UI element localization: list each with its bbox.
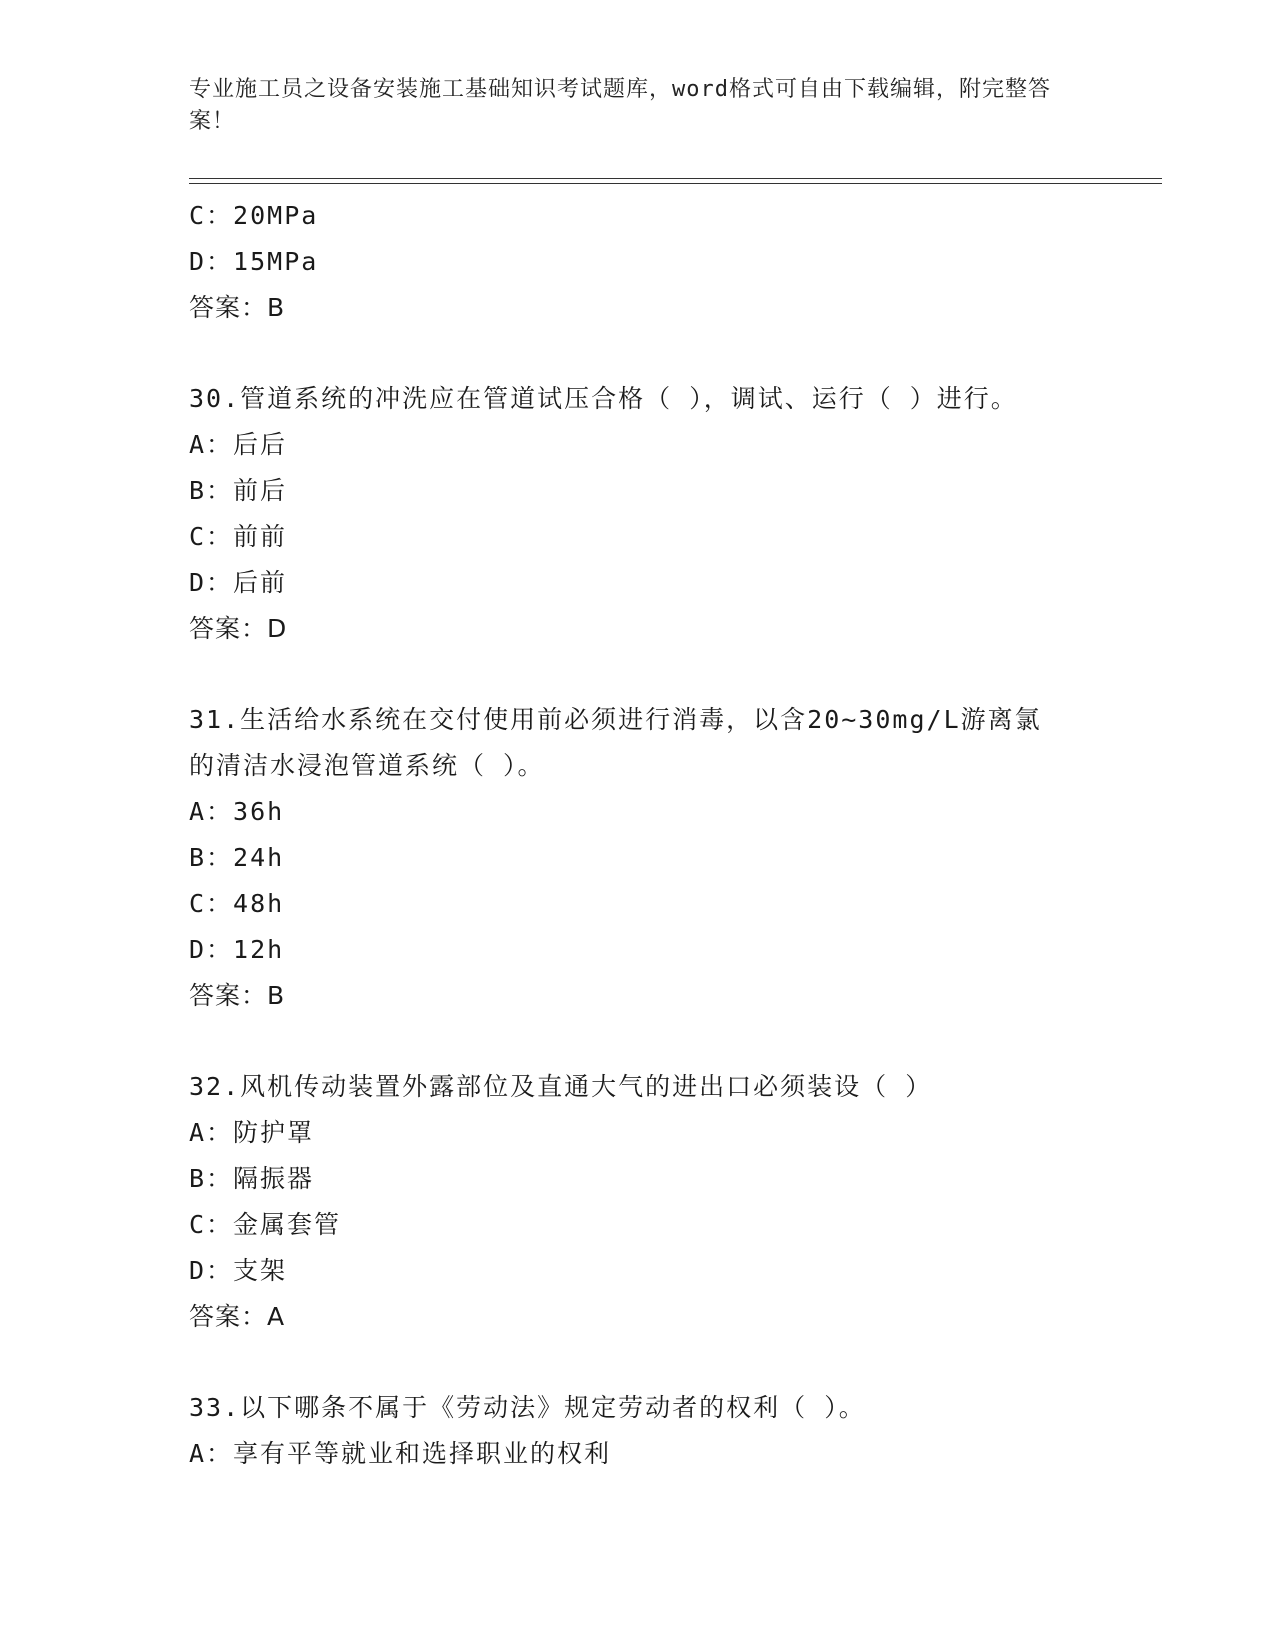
option-d: D：15MPa [189,247,319,276]
question-block [189,1064,1109,1340]
question-block [189,697,1109,1019]
header-divider-bottom [189,183,1162,184]
answer-line: 答案：D [189,614,288,643]
option-c: C：48h [189,889,285,918]
question-text: 30.管道系统的冲洗应在管道试压合格（ ），调试、运行（ ）进行。 [189,384,1018,413]
option-b: B：前后 [189,476,288,505]
question-text: 31.生活给水系统在交付使用前必须进行消毒，以含20~30mg/L游离氯的清洁水浸泡管道系统（ ）。 [189,705,1042,780]
option-d: D：后前 [189,568,288,597]
option-b: B：24h [189,843,285,872]
option-a: A：36h [189,797,285,826]
question-text: 33.以下哪条不属于《劳动法》规定劳动者的权利（ ）。 [189,1393,866,1422]
option-a: A：防护罩 [189,1118,315,1147]
question-list [189,193,1109,1477]
option-a: A：后后 [189,430,288,459]
answer-line: 答案：A [189,1302,286,1331]
header-divider-top [189,178,1162,179]
option-c: C：金属套管 [189,1210,342,1239]
question-block [189,193,1109,331]
option-a: A：享有平等就业和选择职业的权利 [189,1439,612,1468]
option-c: C：20MPa [189,201,319,230]
option-b: B：隔振器 [189,1164,315,1193]
question-block [189,376,1109,652]
answer-line: 答案：B [189,981,286,1010]
option-c: C：前前 [189,522,288,551]
answer-line: 答案：B [189,293,286,322]
option-d: D：支架 [189,1256,288,1285]
document-header: 专业施工员之设备安装施工基础知识考试题库，word格式可自由下载编辑，附完整答案！ [189,77,1051,134]
question-text: 32.风机传动装置外露部位及直通大气的进出口必须装设（ ） [189,1072,933,1101]
option-d: D：12h [189,935,285,964]
question-block [189,1385,1109,1477]
